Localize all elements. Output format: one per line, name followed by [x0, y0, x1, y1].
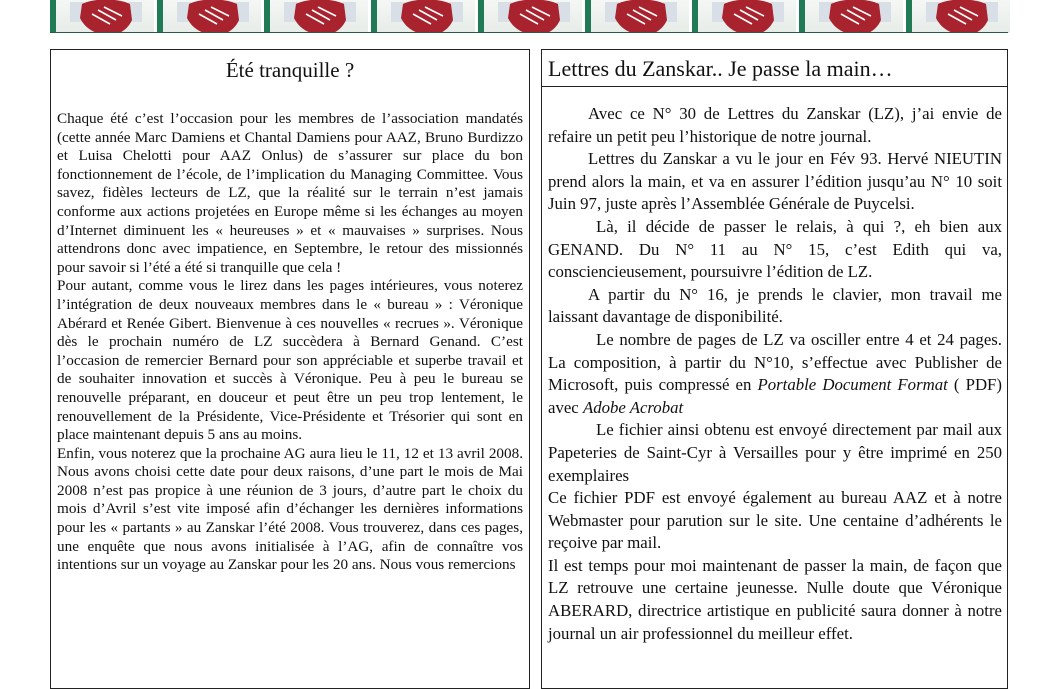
right-paragraph-2: Lettres du Zanskar a vu le jour en Fév 93. Hervé NIEUTIN prend alors la main, et va en assurer l’édition jusqu’au N° 10 soit Juin 97, juste après l’Assemblée Générale de Puycelsi. [548, 149, 1002, 214]
right-paragraph-6: Le fichier ainsi obtenu est envoyé directement par mail aux Papeteries de Saint-Cyr à Versailles pour y être imprimé en 250 exemplaires [548, 420, 1002, 485]
banner-divider [50, 32, 1008, 33]
banner-tile [585, 0, 689, 33]
right-article-body [548, 103, 1002, 645]
banner-tile [157, 0, 261, 33]
left-article-title: Été tranquille ? [225, 58, 355, 82]
right-paragraph-1: Avec ce N° 30 de Lettres du Zanskar (LZ), j’ai envie de refaire un petit peu l’historique de notre journal. [548, 104, 1002, 146]
handshake-icon [926, 0, 998, 33]
p5-text-mid: ( PDF) avec [548, 375, 1002, 417]
handshake-icon [498, 0, 570, 33]
handshake-icon [177, 0, 249, 33]
right-paragraph-3: Là, il décide de passer le relais, à qui ?, eh bien aux GENAND. Du N° 11 au N° 15, c’est Edith qui va, consciencieusement, poursuivre l’édition de LZ. [548, 216, 1002, 282]
p5-text-start: Le nombre de pages de LZ va osciller entre 4 et 24 pages. La composition, à partir du N°10, s’effectue avec Publisher de Microsoft, puis compressé en [548, 329, 1002, 395]
right-paragraph-7: Ce fichier PDF est envoyé également au bureau AAZ et à notre Webmaster pour parution sur le site. Une centaine d’adhérents le reçoive par mail. [548, 488, 1002, 553]
p5-acrobat: Adobe Acrobat [582, 397, 684, 417]
right-paragraph-5 [548, 329, 1002, 419]
banner-tile [264, 0, 368, 33]
right-paragraph-8: Il est temps pour moi maintenant de passer la main, de façon que LZ retrouve une certaine jeunesse. Nulle doute que Véronique ABERARD, directrice artistique en publicité saura donner à notre journal un air professionnel du meilleur effet. [548, 555, 1002, 643]
left-paragraph-2: Pour autant, comme vous le lirez dans les pages intérieures, vous noterez l’intégration de deux nouveaux membres dans le « bureau » : Véronique Abérard et Renée Gibert. Bienvenue à ces nouvelles « recrues ». Véronique dès le prochain numéro de LZ succèdera à Bernard Genand. C’est l’occasion de remercier Bernard pour son appréciable et superbe travail et de souhaiter innovation et succès à Véronique. Peu à peu le bureau se renouvelle préparant, en douceur et peut être un peu trop lentement, le renouvellement de la Présidente, Vice-Présidente et Trésorier qui sont en place maintenant depuis 5 ans au moins. [57, 277, 523, 444]
left-article [50, 49, 530, 689]
p5-pdf-format: Portable Document Format [757, 375, 948, 395]
left-article-body [57, 110, 523, 575]
handshake-icon [605, 0, 677, 33]
handshake-icon [712, 0, 784, 33]
right-paragraph-4: A partir du N° 16, je prends le clavier, mon travail me laissant davantage de disponibilité. [548, 284, 1002, 327]
banner-tile [799, 0, 903, 33]
handshake-icon [70, 0, 142, 33]
handshake-icon [819, 0, 891, 33]
handshake-icon [284, 0, 356, 33]
header-banner [50, 0, 1008, 33]
left-paragraph-1: Chaque été c’est l’occasion pour les membres de l’association mandatés (cette année Marc Damiens et Chantal Damiens pour AAZ, Bruno Burdizzo et Luisa Chelotti pour AAZ Onlus) de s’assurer sur place du bon fonctionnement de l’école, de l’implication du Managing Committee. Vous savez, fidèles lecteurs de LZ, que la réalité sur le terrain n’est jamais conforme aux actions projetées en Europe même si les échanges au moyen d’Internet diminuent les « heureuses » et « mauvaises » surprises. Nous attendrons donc avec impatience, en Septembre, le retour des missionnés pour savoir si l’été a été si tranquille que cela ! [57, 110, 523, 276]
banner-tile [906, 0, 1010, 33]
right-article-title: Lettres du Zanskar.. Je passe la main… [542, 50, 1007, 87]
banner-tile [50, 0, 154, 33]
banner-tile [692, 0, 796, 33]
right-article [541, 49, 1008, 689]
left-paragraph-3: Enfin, vous noterez que la prochaine AG aura lieu le 11, 12 et 13 avril 2008. Nous avons choisi cette date pour deux raisons, d’une part le mois de Mai 2008 n’est pas propice à une réunion de 3 jours, d’autre part le choix du mois d’Avril s’est vite imposé afin d’échanger les dernières informations pour les « partants » au Zanskar l’été 2008. Vous trouverez, dans ces pages, une enquête que nous avons initialisée à l’AG, afin de connaître vos intentions sur un voyage au Zanskar pour les 20 ans. Nous vous remercions [57, 444, 523, 574]
handshake-icon [391, 0, 463, 33]
banner-tile [478, 0, 582, 33]
banner-tile [371, 0, 475, 33]
